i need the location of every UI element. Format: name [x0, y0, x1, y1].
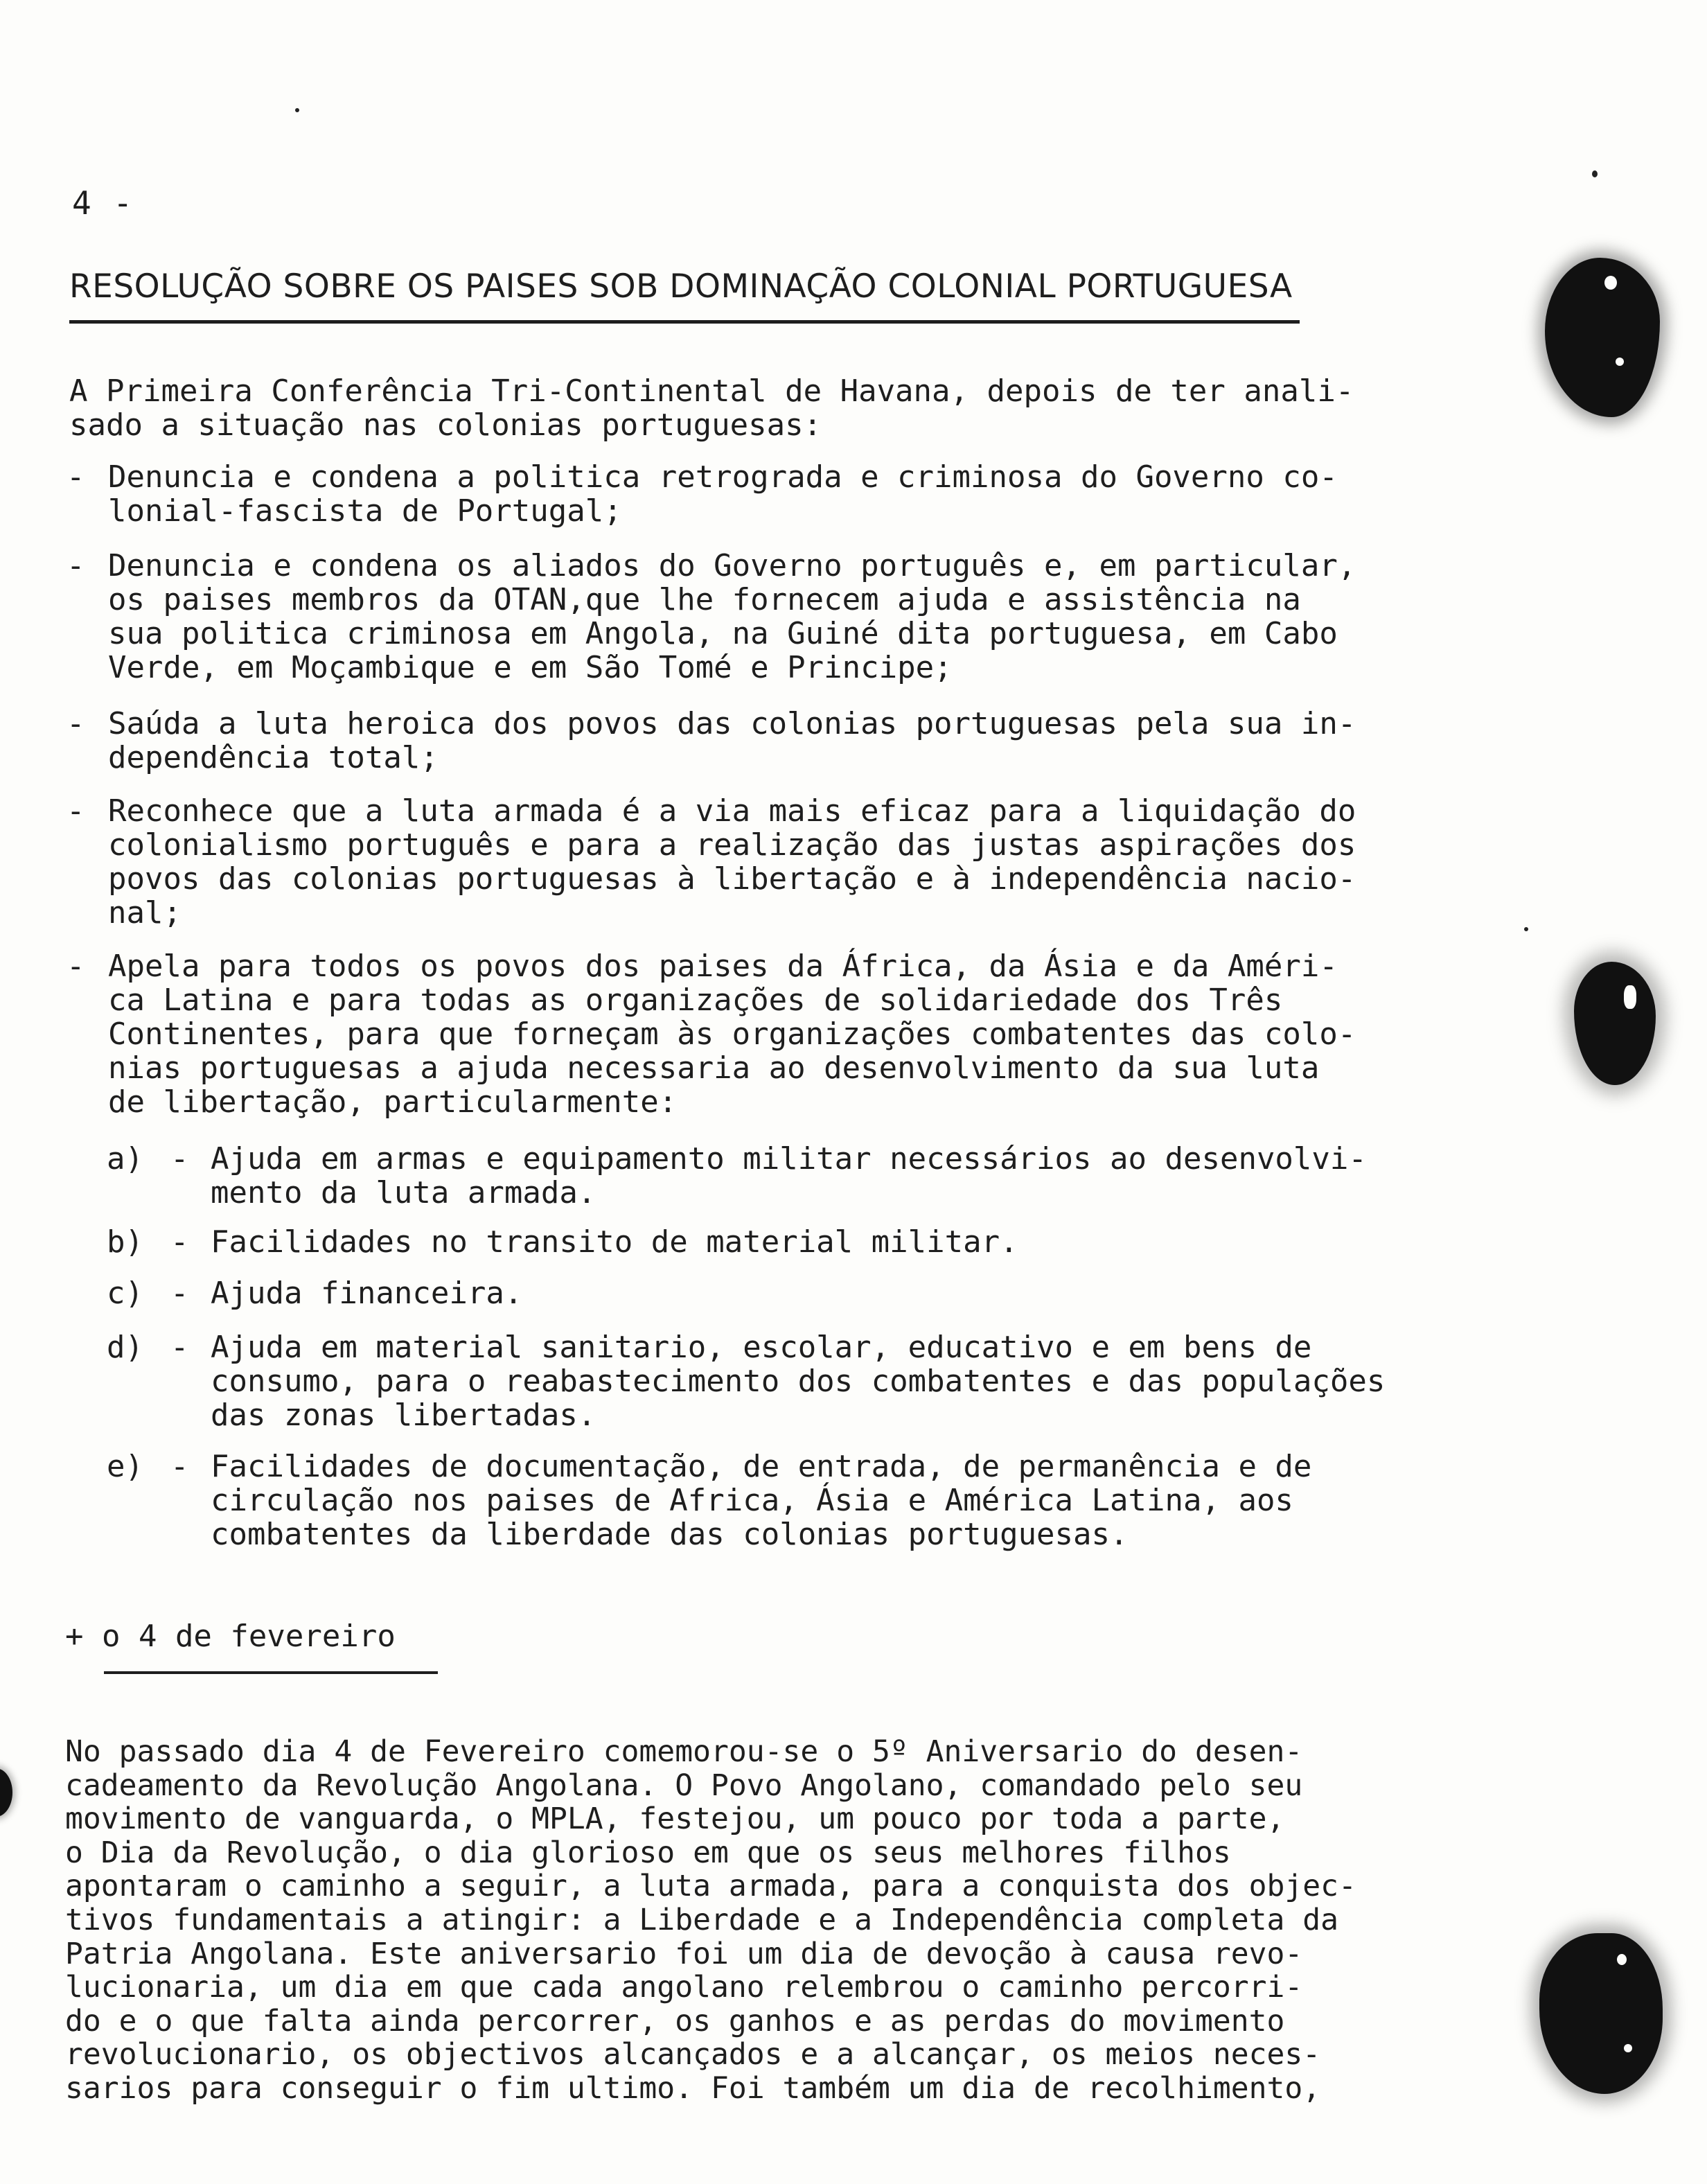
paragraph-line: do e o que falta ainda percorrer, os ganhos e as perdas do movimento	[65, 2003, 1285, 2038]
subitem-line: circulação nos paises de Africa, Ásia e América Latina, aos	[211, 1483, 1293, 1518]
resolution-title: RESOLUÇÃO SOBRE OS PAISES SOB DOMINAÇÃO COLONIAL PORTUGUESA	[69, 267, 1293, 306]
bullet-line: de libertação, particularmente:	[108, 1084, 678, 1120]
bullet-text	[108, 460, 1338, 528]
subitem-line: Ajuda em armas e equipamento militar necessários ao desenvolvi-	[211, 1141, 1367, 1177]
paragraph-line: apontaram o caminho a seguir, a luta armada, para a conquista dos objec-	[65, 1869, 1356, 1904]
subitem-line: Facilidades no transito de material militar.	[211, 1224, 1018, 1260]
ink-speck	[295, 108, 299, 112]
bullet-dash: -	[67, 548, 85, 583]
bullet-line: os paises membros da OTAN,que lhe fornecem ajuda e assistência na	[108, 582, 1301, 617]
bullet-line: Saúda a luta heroica dos povos das colonias portuguesas pela sua in-	[108, 706, 1356, 741]
subitem-dash: -	[170, 1276, 189, 1311]
subitem-letter: d)	[107, 1330, 143, 1365]
bullet-line: nias portuguesas a ajuda necessaria ao desenvolvimento da sua luta	[108, 1050, 1320, 1086]
bullet-line: Verde, em Moçambique e em São Tomé e Principe;	[108, 650, 953, 685]
subitem-line: consumo, para o reabastecimento dos combatentes e das populações	[211, 1364, 1386, 1399]
subitem-line: combatentes da liberdade das colonias portuguesas.	[211, 1517, 1129, 1552]
bullet-dash: -	[67, 706, 85, 741]
subitem-text	[211, 1330, 1385, 1432]
subitem-letter: c)	[107, 1276, 143, 1311]
intro-paragraph	[69, 374, 1354, 442]
paragraph-line: o Dia da Revolução, o dia glorioso em que os seus melhores filhos	[65, 1835, 1231, 1870]
subitem-line: Facilidades de documentação, de entrada, de permanência e de	[211, 1449, 1312, 1484]
punch-hole-blot	[1574, 962, 1656, 1085]
closing-paragraph	[65, 1735, 1356, 2106]
paragraph-line: Patria Angolana. Este aniversario foi um dia de devoção à causa revo-	[65, 1936, 1303, 1971]
bullet-line: dependência total;	[108, 740, 439, 775]
subitem-line: Ajuda em material sanitario, escolar, educativo e em bens de	[211, 1330, 1312, 1365]
section-heading-underline	[104, 1671, 438, 1674]
bullet-line: Denuncia e condena os aliados do Governo português e, em particular,	[108, 548, 1356, 583]
title-underline	[69, 320, 1300, 324]
bullet-line: ca Latina e para todas as organizações de solidariedade dos Três	[108, 983, 1283, 1018]
subitem-text	[211, 1142, 1367, 1210]
bullet-dash: -	[67, 793, 85, 829]
paragraph-line: sarios para conseguir o fim ultimo. Foi também um dia de recolhimento,	[65, 2070, 1321, 2106]
ink-speck	[1592, 170, 1598, 177]
page-number: 4 -	[72, 184, 134, 222]
bullet-line: nal;	[108, 895, 182, 931]
subitem-letter: a)	[107, 1141, 143, 1177]
bullet-line: Apela para todos os povos dos paises da África, da Ásia e da Améri-	[108, 949, 1338, 984]
paragraph-line: revolucionario, os objectivos alcançados e a alcançar, os meios neces-	[65, 2037, 1321, 2072]
subitem-text	[211, 1225, 1018, 1259]
section-heading: + o 4 de fevereiro	[65, 1619, 396, 1654]
bullet-line: sua politica criminosa em Angola, na Guiné dita portuguesa, em Cabo	[108, 616, 1338, 651]
subitem-text	[211, 1276, 522, 1310]
punch-hole-blot	[1545, 258, 1660, 417]
bullet-text	[108, 549, 1356, 685]
subitem-letter: b)	[107, 1224, 143, 1260]
subitem-line: Ajuda financeira.	[211, 1276, 523, 1311]
subitem-dash: -	[170, 1141, 189, 1177]
subitem-text	[211, 1450, 1311, 1551]
ink-speck	[1524, 927, 1528, 931]
bullet-line: Denuncia e condena a politica retrograda e criminosa do Governo co-	[108, 459, 1338, 495]
bullet-text	[108, 794, 1356, 930]
blot-highlight	[1624, 2044, 1632, 2052]
bullet-text	[108, 707, 1356, 775]
paragraph-line: movimento de vanguarda, o MPLA, festejou, um pouco por toda a parte,	[65, 1802, 1285, 1837]
intro-line: sado a situação nas colonias portuguesas:	[69, 407, 822, 443]
blot-highlight	[1616, 358, 1624, 366]
blot-highlight	[1617, 1954, 1627, 1965]
bullet-line: povos das colonias portuguesas à libertação e à independência nacio-	[108, 861, 1356, 897]
bullet-dash: -	[67, 459, 85, 495]
subitem-dash: -	[170, 1449, 189, 1484]
subitem-dash: -	[170, 1330, 189, 1365]
bullet-line: Reconhece que a luta armada é a via mais eficaz para a liquidação do	[108, 793, 1356, 829]
paragraph-line: cadeamento da Revolução Angolana. O Povo Angolano, comandado pelo seu	[65, 1768, 1303, 1803]
bullet-line: Continentes, para que forneçam às organizações combatentes das colo-	[108, 1016, 1356, 1052]
punch-hole-blot	[1539, 1933, 1663, 2094]
subitem-line: das zonas libertadas.	[211, 1398, 596, 1433]
subitem-dash: -	[170, 1224, 189, 1260]
bullet-line: colonialismo português e para a realização das justas aspirações dos	[108, 827, 1356, 863]
edge-blot	[0, 1768, 12, 1817]
bullet-text	[108, 949, 1356, 1119]
intro-line: A Primeira Conferência Tri-Continental de Havana, depois de ter anali-	[69, 373, 1354, 409]
paragraph-line: tivos fundamentais a atingir: a Liberdade e a Independência completa da	[65, 1902, 1339, 1937]
paragraph-line: No passado dia 4 de Fevereiro comemorou-se o 5º Aniversario do desen-	[65, 1734, 1303, 1769]
paragraph-line: lucionaria, um dia em que cada angolano relembrou o caminho percorri-	[65, 1970, 1303, 2005]
subitem-line: mento da luta armada.	[211, 1175, 596, 1210]
blot-highlight	[1604, 276, 1617, 290]
subitem-letter: e)	[107, 1449, 143, 1484]
bullet-dash: -	[67, 949, 85, 984]
blot-highlight	[1624, 985, 1636, 1009]
bullet-line: lonial-fascista de Portugal;	[108, 493, 622, 529]
